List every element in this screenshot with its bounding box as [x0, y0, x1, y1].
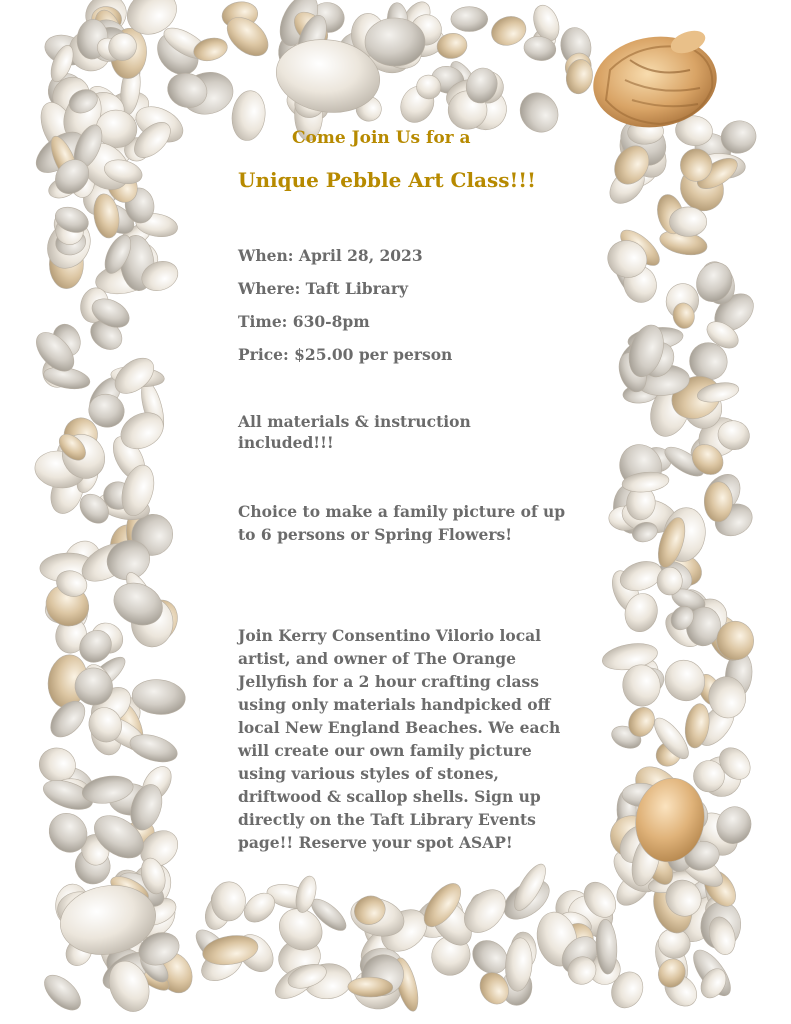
pebble [693, 760, 725, 792]
pebble [704, 482, 732, 522]
heading-come-join: Come Join Us for a [292, 128, 471, 148]
detail-price: Price: $25.00 per person [238, 345, 453, 364]
pebble [488, 12, 530, 50]
pebble [365, 18, 425, 66]
pebble [451, 7, 488, 32]
detail-time: Time: 630-8pm [238, 312, 370, 331]
heading-class-title: Unique Pebble Art Class!!! [238, 168, 536, 192]
pebble [38, 969, 87, 1017]
choice-note: Choice to make a family picture of up to 6 persons or Spring Flowers! [238, 502, 566, 544]
detail-where: Where: Taft Library [238, 279, 409, 298]
class-description: Join Kerry Consentino Vilorio local artist, and owner of The Orange Jellyfish for a 2 hour crafting class using only materials handpicked off local New England Beaches. We each will create our own family picture using various styles of stones, driftwood & scallop shells. Sign up directly on the Taft Library Events page!! Reserve your spot ASAP! [238, 626, 561, 852]
pebble [670, 207, 707, 237]
pebble [680, 149, 712, 182]
detail-when: When: April 28, 2023 [238, 246, 423, 265]
materials-note: All materials & instruction included!!! [238, 412, 471, 452]
pebble [229, 89, 268, 143]
